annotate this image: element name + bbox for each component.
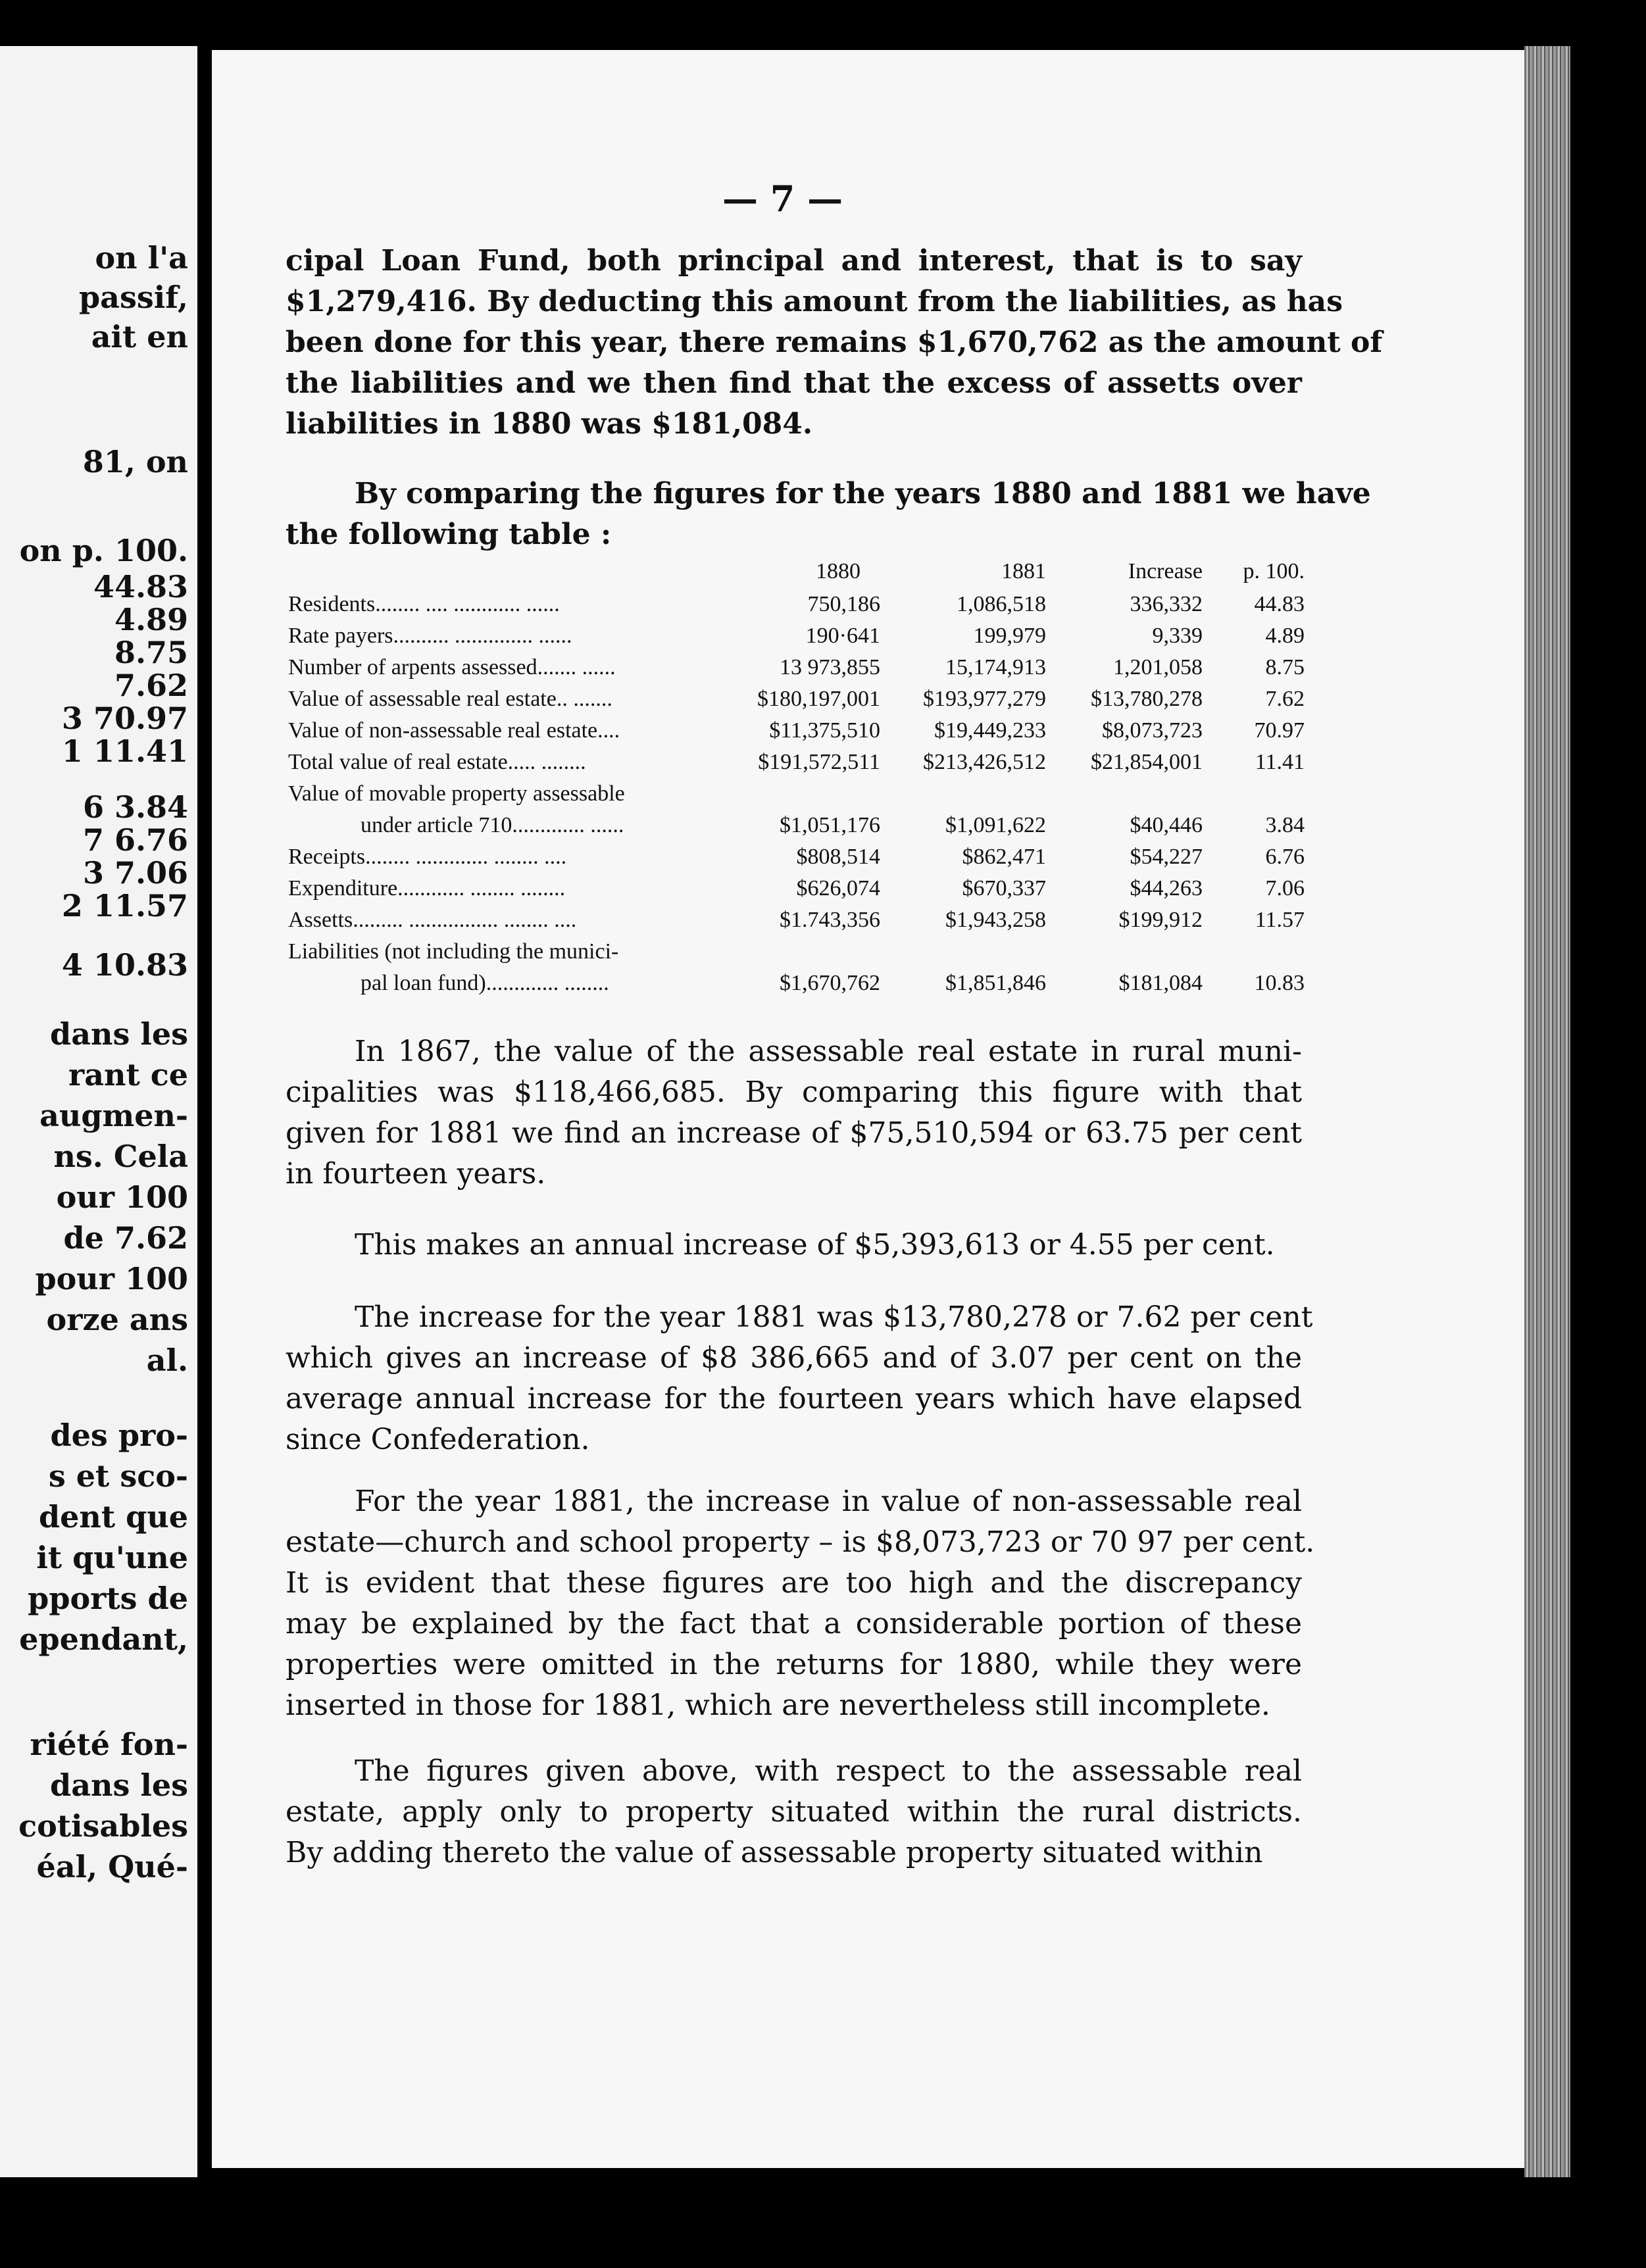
table-row	[288, 876, 1308, 908]
row-label: Total value of real estate..... ........	[288, 750, 586, 774]
table-cell: 13 973,855	[780, 655, 880, 679]
page-number: — 7 —	[722, 178, 843, 220]
table-row	[288, 781, 1308, 813]
text-line: By adding thereto the value of assessable property situated within	[286, 1836, 1263, 1869]
table-cell: $193,977,279	[923, 687, 1046, 711]
table-cell: $40,446	[1130, 813, 1203, 837]
text-line: The increase for the year 1881 was $13,780,278 or 7.62 per cent	[355, 1300, 1313, 1334]
table-row	[288, 750, 1308, 781]
table-cell: 190·641	[805, 624, 880, 648]
left-page-line: pour 100	[35, 1261, 188, 1296]
table-cell: 7.62	[1265, 687, 1305, 711]
table-cell: 10.83	[1254, 971, 1305, 995]
left-page-line: cotisables	[18, 1808, 188, 1844]
column-header: Increase	[1128, 559, 1203, 583]
left-page-line: des pro-	[50, 1418, 188, 1453]
table-cell: $1,091,622	[945, 813, 1046, 837]
left-page-line: ns. Cela	[53, 1139, 188, 1174]
left-page-line: 1 11.41	[61, 733, 188, 769]
table-cell: $1,670,762	[780, 971, 880, 995]
table-header	[288, 559, 1308, 591]
left-page-line: 3 70.97	[61, 701, 188, 736]
left-page-line: dent que	[38, 1499, 188, 1535]
text-line: estate—church and school property – is $8,073,723 or 70 97 per cent.	[286, 1525, 1315, 1559]
table-cell: $54,227	[1130, 845, 1203, 869]
row-label: Value of assessable real estate.. .......	[288, 687, 612, 711]
left-page-line: de 7.62	[63, 1220, 188, 1256]
table-cell: $13,780,278	[1091, 687, 1203, 711]
text-line: given for 1881 we find an increase of $75,510,594 or 63.75 per cent	[286, 1116, 1302, 1150]
left-page-line: 8.75	[114, 635, 188, 670]
text-line: the following table :	[286, 518, 612, 551]
left-page-line: rant ce	[68, 1057, 188, 1093]
table-cell: $1,943,258	[945, 908, 1046, 932]
table-cell: 11.57	[1255, 908, 1305, 932]
left-page-line: riété fon-	[30, 1727, 188, 1762]
left-page-line: 4.89	[114, 602, 188, 637]
text-line: By comparing the figures for the years 1880 and 1881 we have	[355, 477, 1371, 510]
text-line: estate, apply only to property situated within the rural districts.	[286, 1795, 1302, 1829]
row-label: Rate payers.......... .............. ......	[288, 624, 572, 648]
page-edge	[1524, 46, 1570, 2177]
table-row	[288, 655, 1308, 687]
paragraph-comparing	[286, 474, 1371, 555]
table-row	[288, 971, 1308, 1002]
left-page-line: on p. 100.	[19, 533, 188, 568]
text-line: The figures given above, with respect to the assessable real	[355, 1754, 1302, 1788]
text-line: cipalities was $118,466,685. By comparing this figure with that	[286, 1075, 1302, 1109]
left-page-line: ait en	[91, 319, 188, 355]
text-line: $1,279,416. By deducting this amount from the liabilities, as has	[286, 285, 1343, 318]
left-page-line: on l'a	[95, 240, 188, 276]
left-page-line: passif,	[78, 280, 188, 315]
table-cell: 6.76	[1265, 845, 1305, 869]
paragraph-increase-1881	[286, 1297, 1313, 1460]
paragraph-non-assessable	[286, 1481, 1315, 1726]
left-page-line: al.	[146, 1343, 188, 1378]
left-page-line: éal, Qué-	[36, 1849, 188, 1885]
table-cell: $1,851,846	[945, 971, 1046, 995]
table-row	[288, 813, 1308, 845]
left-page-line: 44.83	[93, 569, 188, 604]
table-cell: 15,174,913	[945, 655, 1046, 679]
text-line: average annual increase for the fourteen years which have elapsed	[286, 1382, 1302, 1416]
left-page-line: dans les	[50, 1767, 188, 1803]
paragraph-annual-increase	[286, 1225, 1302, 1266]
row-label: Value of non-assessable real estate....	[288, 718, 620, 743]
text-line: This makes an annual increase of $5,393,613 or 4.55 per cent.	[355, 1228, 1275, 1262]
text-line: been done for this year, there remains $1,670,762 as the amount of	[286, 326, 1383, 359]
text-line: in fourteen years.	[286, 1157, 546, 1191]
table-cell: $180,197,001	[757, 687, 880, 711]
left-page-line: ependant,	[19, 1621, 188, 1657]
text-line: For the year 1881, the increase in value of non-assessable real	[355, 1485, 1302, 1518]
text-line: since Confederation.	[286, 1423, 590, 1456]
table-cell: $199,912	[1118, 908, 1203, 932]
table-cell: 7.06	[1265, 876, 1305, 900]
table-cell: $11,375,510	[769, 718, 880, 743]
row-label: under article 710............. ......	[361, 813, 624, 837]
table-cell: $1,051,176	[780, 813, 880, 837]
table-cell: $213,426,512	[923, 750, 1046, 774]
table-cell: 8.75	[1265, 655, 1305, 679]
left-page-line: 3 7.06	[82, 855, 188, 891]
table-cell: $181,084	[1118, 971, 1203, 995]
table-row	[288, 687, 1308, 718]
text-line: may be explained by the fact that a considerable portion of these	[286, 1607, 1302, 1640]
table-cell: 1,086,518	[957, 592, 1046, 616]
table-cell: $8,073,723	[1102, 718, 1203, 743]
text-line: cipal Loan Fund, both principal and interest, that is to say	[286, 244, 1302, 278]
table-cell: 3.84	[1265, 813, 1305, 837]
left-page-line: 7.62	[114, 668, 188, 703]
row-label: Receipts........ ............. ........ ....	[288, 845, 567, 869]
column-header: p. 100.	[1243, 559, 1305, 583]
text-line: In 1867, the value of the assessable real estate in rural muni-	[355, 1035, 1302, 1068]
left-page-line: 81, on	[82, 444, 188, 480]
table-cell: $626,074	[796, 876, 880, 900]
row-label: Number of arpents assessed....... ......	[288, 655, 616, 679]
paragraph-1867	[286, 1031, 1302, 1195]
table-cell: $19,449,233	[934, 718, 1046, 743]
row-label: pal loan fund)............. ........	[361, 971, 609, 995]
row-label: Assetts......... ................ ........ ....	[288, 908, 577, 932]
left-page-line: 6 3.84	[82, 789, 188, 825]
left-page-line: 2 11.57	[61, 888, 188, 924]
text-line: It is evident that these figures are too high and the discrepancy	[286, 1566, 1302, 1600]
table-row	[288, 908, 1308, 939]
text-line: liabilities in 1880 was $181,084.	[286, 407, 813, 441]
table-row	[288, 718, 1308, 750]
left-page-line: s et sco-	[48, 1458, 188, 1494]
text-line: which gives an increase of $8 386,665 and of 3.07 per cent on the	[286, 1341, 1302, 1375]
table-cell: 199,979	[973, 624, 1046, 648]
table-cell: $191,572,511	[758, 750, 880, 774]
left-page-line: orze ans	[46, 1302, 188, 1337]
left-page-fragment	[0, 46, 197, 2177]
left-page-line: 4 10.83	[61, 947, 188, 983]
text-line: inserted in those for 1881, which are nevertheless still incomplete.	[286, 1689, 1270, 1722]
table-row	[288, 845, 1308, 876]
text-line: properties were omitted in the returns for 1880, while they were	[286, 1648, 1302, 1681]
text-line: the liabilities and we then find that the excess of assetts over	[286, 366, 1302, 400]
left-page-line: it qu'une	[36, 1540, 188, 1575]
table-row	[288, 939, 1308, 971]
table-row	[288, 624, 1308, 655]
table-cell: 336,332	[1130, 592, 1203, 616]
left-page-line: dans les	[50, 1016, 188, 1052]
table-cell: $808,514	[796, 845, 880, 869]
left-page-line: augmen-	[39, 1098, 188, 1133]
row-label: Value of movable property assessable	[288, 781, 625, 806]
table-cell: 70.97	[1254, 718, 1305, 743]
left-page-line: 7 6.76	[82, 822, 188, 858]
table-cell: $670,337	[962, 876, 1046, 900]
table-cell: 4.89	[1265, 624, 1305, 648]
left-page-line: our 100	[56, 1179, 188, 1215]
row-label: Residents........ .... ............ ......	[288, 592, 560, 616]
table-cell: 750,186	[807, 592, 880, 616]
table-cell: $21,854,001	[1091, 750, 1203, 774]
paragraph-loan-fund	[286, 241, 1383, 445]
column-header: 1880	[816, 559, 860, 583]
table-cell: 44.83	[1254, 592, 1305, 616]
table-row	[288, 592, 1308, 624]
column-header: 1881	[1001, 559, 1046, 583]
table-cell: 9,339	[1152, 624, 1203, 648]
paragraph-figures-above	[286, 1751, 1302, 1873]
table-cell: 11.41	[1255, 750, 1305, 774]
table-cell: $1.743,356	[780, 908, 880, 932]
table-cell: $862,471	[962, 845, 1046, 869]
row-label: Liabilities (not including the munici-	[288, 939, 619, 964]
left-page-line: pports de	[28, 1581, 188, 1616]
table-cell: $44,263	[1130, 876, 1203, 900]
row-label: Expenditure............ ........ ........	[288, 876, 566, 900]
table-cell: 1,201,058	[1113, 655, 1203, 679]
